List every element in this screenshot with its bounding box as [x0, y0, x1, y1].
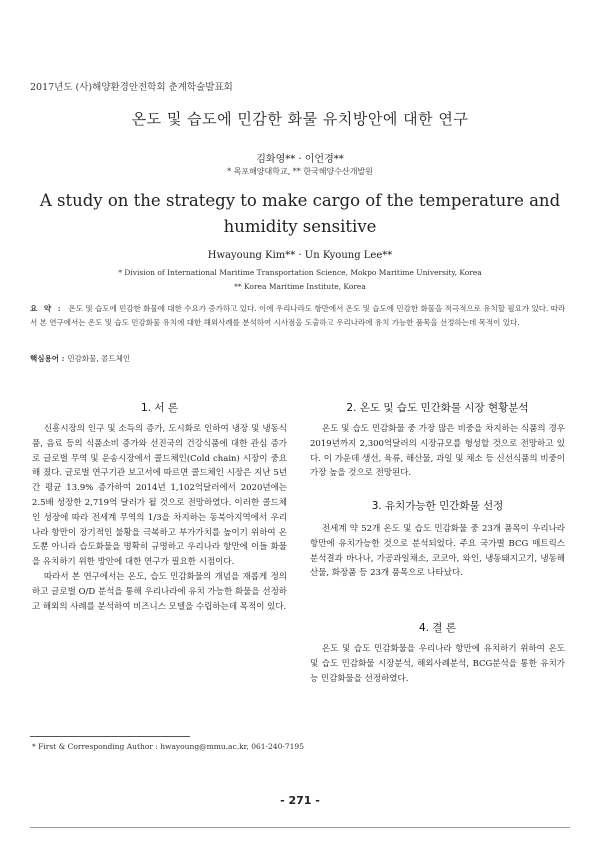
affiliation-english-1: * Division of International Maritime Transportation Science, Mokpo Maritime University, Korea — [118, 268, 482, 277]
title-korean: 온도 및 습도에 민감한 화물 유치방안에 대한 연구 — [131, 110, 469, 128]
intro-paragraph-1: 신흥시장의 인구 및 소득의 증가, 도시화로 인하여 냉장 및 냉동식품, 음료 등의 식품소비 증가와 선진국의 건강식품에 대한 관심 증가로 글로벌 무역 및 운송시장에서 콜드체인(Cold chain) 시장이 중요해 졌다. 글로벌 연구기관 보고서에 따르면 콜드체인 시장은 지난 5년간 평균 13.9% 증가하여 2014년 1,102억달러에서 2020년에는 2.5배 성장한 2,719억 달러가 될 것으로 전망하였다. 이러한 콜드체인 성장에 따라 전세계 무역의 1/3을 차지하는 동북아지역에서 우리나라 항만이 장기적인 불황을 극복하고 부가가치를 높이기 위하여 온도뿐 아니라 습도화물을 명확히 규명하고 우리나라 항만에 이들 화물을 유치하기 위한 방안에 대한 연구가 필요한 시점이다. — [32, 424, 287, 568]
footnote: * First & Corresponding Author : hwayoung@mmu.ac.kr, 061-240-7195 — [32, 742, 304, 751]
conclusion-paragraph-1: 온도 및 습도 민감화물을 우리나라 항만에 유치하기 위하여 온도 및 습도 민감화물 시장분석, 해외사례분석, BCG분석을 통한 유치가능 민감화물을 선정하였다. — [310, 644, 565, 684]
section-body-selection — [310, 522, 565, 581]
section-title-conclusion: 4. 결 론 — [419, 622, 456, 634]
authors-korean: 김화영** · 이언경** — [256, 154, 344, 165]
section-body-market — [310, 422, 565, 481]
intro-paragraph-2: 따라서 본 연구에서는 온도, 습도 민감화물의 개념을 재롭게 정의하고 글로벌 O/D 분석을 통해 우리나라에 유치 가능한 화물을 선정하고 해외의 사례를 분석하여 비즈니스 모델을 수립하는데 목적이 있다. — [32, 571, 287, 612]
affiliation-korean: * 목포해양대학교, ** 한국해양수산개발원 — [227, 167, 373, 176]
page-bottom-rule — [30, 827, 570, 828]
abstract-text: 온도 및 습도에 민감한 화물에 대한 수요가 증가하고 있다. 이에 우리나라도 항만에서 온도 및 습도에 민감한 화물을 적극적으로 유치할 필요가 있다. 따라서 본 연구에서는 온도 및 습도 민감화물 유치에 대한 해외사례를 분석하여 시사점을 도출하고 우리나라에 유치 가능한 품목을 선정하는데 목적이 있다. — [30, 304, 566, 327]
section-body-conclusion — [310, 642, 565, 686]
abstract — [30, 302, 570, 329]
authors-english: Hwayoung Kim** · Un Kyoung Lee** — [207, 250, 393, 261]
keywords — [30, 353, 130, 364]
market-paragraph-1: 온도 및 습도 민감화물 중 가장 많은 비중을 차지하는 식품의 경우 2019년까지 2,300억달러의 시장규모를 형성할 것으로 전망하고 있다. 이 가운데 생선, 육류, 해산물, 과일 및 채소 등 신선식품의 비중이 가장 높을 것으로 전망된다. — [310, 424, 565, 479]
title-english: A study on the strategy to make cargo of the temperature and humidity sensitive — [39, 191, 561, 236]
abstract-label: 요 약 : — [30, 304, 63, 313]
page-number: - 271 - — [280, 794, 320, 807]
conference-header: 2017년도 (사)해양환경안전학회 춘계학술발표회 — [30, 82, 233, 93]
selection-paragraph-1: 전세계 약 52개 온도 및 습도 민감화물 중 23개 품목이 우리나라 항만에 유치가능한 것으로 분석되었다. 주요 국가별 BCG 매트릭스 분석결과 바나나, 가공과일채소, 코코아, 와인, 냉동돼지고기, 냉동해산물, 화장품 등 23개 품목으로 나타났다. — [310, 524, 565, 579]
affiliation-english-2: ** Korea Maritime Institute, Korea — [234, 282, 366, 291]
section-title-market: 2. 온도 및 습도 민간화물 시장 현황분석 — [346, 402, 529, 414]
footnote-divider — [30, 736, 190, 737]
keywords-label: 핵심용어 : — [30, 354, 65, 363]
section-title-selection: 3. 유치가능한 민간화물 선정 — [371, 500, 504, 512]
section-body-intro — [32, 422, 287, 614]
section-title-intro: 1. 서 론 — [141, 402, 178, 414]
keywords-text: 민감화물, 콜드체인 — [67, 354, 131, 363]
